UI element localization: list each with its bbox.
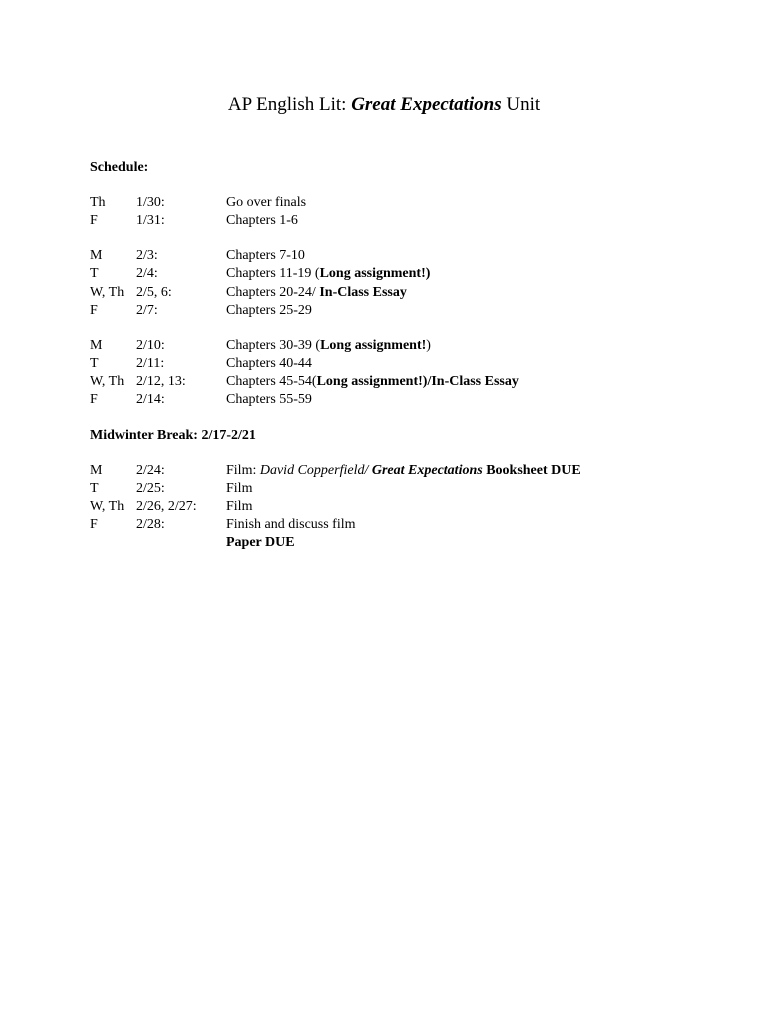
row-description: Film: David Copperfield/ Great Expectations Booksheet DUE <box>226 463 581 478</box>
film-title: David Copperfield/ <box>259 463 372 478</box>
row-date: 2/11: <box>136 356 165 371</box>
page-title <box>0 93 768 117</box>
break-heading: Midwinter Break: 2/17-2/21 <box>90 428 256 443</box>
row-date: 2/4: <box>136 266 158 281</box>
row-day: W, Th <box>90 374 125 389</box>
row-date: 2/28: <box>136 517 165 532</box>
row-day: W, Th <box>90 499 125 514</box>
row-day: F <box>90 213 98 228</box>
row-day: Th <box>90 195 106 210</box>
row-date: 2/26, 2/27: <box>136 499 197 514</box>
row-description: Chapters 55-59 <box>226 392 312 407</box>
row-description: Chapters 1-6 <box>226 213 298 228</box>
row-date: 2/3: <box>136 248 158 263</box>
book-title: Great Expectations <box>371 463 483 478</box>
row-day: T <box>90 481 99 496</box>
long-assignment-essay-note: Long assignment!)/In-Class Essay <box>316 374 519 389</box>
row-date: 2/25: <box>136 481 165 496</box>
row-description: Chapters 7-10 <box>226 248 305 263</box>
row-description: Film <box>226 481 253 496</box>
in-class-essay-note: In-Class Essay <box>319 285 407 300</box>
row-date: 2/10: <box>136 338 165 353</box>
row-day: T <box>90 266 99 281</box>
row-day: F <box>90 392 98 407</box>
row-day: F <box>90 517 98 532</box>
row-date: 1/31: <box>136 213 165 228</box>
title-prefix: AP English Lit: <box>227 94 352 115</box>
row-day: F <box>90 303 98 318</box>
title-suffix: Unit <box>501 94 541 115</box>
row-description: Chapters 40-44 <box>226 356 312 371</box>
long-assignment-note: Long assignment! <box>320 338 427 353</box>
row-description: Go over finals <box>226 195 307 210</box>
row-description: Chapters 11-19 (Long assignment!) <box>226 266 431 281</box>
row-description: Chapters 30-39 (Long assignment!) <box>226 338 431 353</box>
row-date: 1/30: <box>136 195 165 210</box>
title-book: Great Expectations <box>351 94 502 115</box>
row-description: Film <box>226 499 253 514</box>
row-date: 2/12, 13: <box>136 374 186 389</box>
row-description: Chapters 25-29 <box>226 303 312 318</box>
row-description: Finish and discuss film <box>226 517 356 532</box>
row-description: Chapters 45-54(Long assignment!)/In-Class Essay <box>226 374 519 389</box>
row-day: M <box>90 338 103 353</box>
long-assignment-note: Long assignment!) <box>319 266 431 281</box>
row-date: 2/14: <box>136 392 165 407</box>
paper-due-note: Paper DUE <box>226 535 295 550</box>
row-date: 2/24: <box>136 463 165 478</box>
schedule-heading: Schedule: <box>90 160 149 175</box>
row-day: W, Th <box>90 285 125 300</box>
booksheet-due-note: Booksheet DUE <box>482 463 581 478</box>
row-day: M <box>90 248 103 263</box>
row-day: M <box>90 463 103 478</box>
row-date: 2/7: <box>136 303 158 318</box>
row-date: 2/5, 6: <box>136 285 172 300</box>
row-description: Chapters 20-24/ In-Class Essay <box>226 285 407 300</box>
row-day: T <box>90 356 99 371</box>
